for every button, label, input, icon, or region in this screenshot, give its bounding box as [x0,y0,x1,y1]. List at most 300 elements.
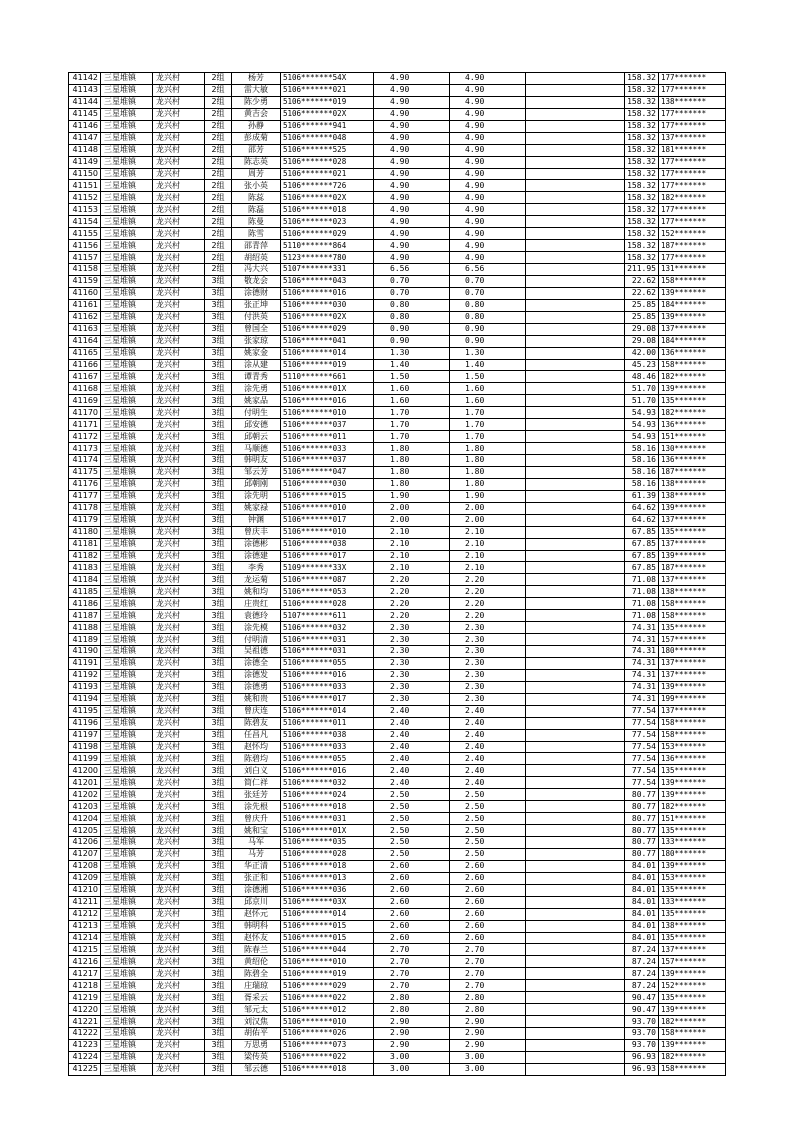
table-cell: 陈蕊 [232,192,281,204]
table-row [69,455,726,467]
table-cell: 182******* [659,192,726,204]
table-cell: 80.77 [625,837,659,849]
table-cell: 41209 [69,872,101,884]
table-cell: 龙兴村 [153,622,205,634]
table-cell: 41145 [69,108,101,120]
table-cell: 5106*******033 [281,443,374,455]
table-cell: 41166 [69,359,101,371]
table-cell: 3组 [205,872,232,884]
table-body [69,73,726,1076]
table-cell: 58.16 [625,443,659,455]
table-cell: 41222 [69,1028,101,1040]
table-cell: 2.70 [374,968,450,980]
table-cell: 三星堆镇 [101,622,153,634]
table-cell: 龙兴村 [153,502,205,514]
table-cell: 三星堆镇 [101,132,153,144]
table-cell [526,741,625,753]
table-cell [526,335,625,347]
table-cell: 4.90 [374,73,450,85]
table-cell: 三星堆镇 [101,968,153,980]
table-cell: 4.90 [450,96,526,108]
table-cell [526,657,625,669]
table-cell: 三星堆镇 [101,681,153,693]
table-cell: 3组 [205,395,232,407]
table-cell: 0.90 [374,323,450,335]
table-cell: 2组 [205,132,232,144]
table-row [69,275,726,287]
table-cell: 139******* [659,502,726,514]
table-cell: 41155 [69,228,101,240]
table-cell: 2.20 [374,610,450,622]
table-cell: 2.80 [450,1004,526,1016]
table-cell: 邱安德 [232,419,281,431]
table-cell: 涂德全 [232,657,281,669]
table-cell: 3组 [205,1004,232,1016]
table-cell: 龙兴村 [153,956,205,968]
table-cell: 张家琼 [232,335,281,347]
table-cell: 三星堆镇 [101,168,153,180]
table-cell: 三星堆镇 [101,1039,153,1051]
table-cell: 5106*******010 [281,407,374,419]
table-cell: 5106*******015 [281,932,374,944]
table-cell: 136******* [659,419,726,431]
table-cell: 84.01 [625,920,659,932]
table-cell: 龙兴村 [153,920,205,932]
table-row [69,1004,726,1016]
table-cell: 58.16 [625,478,659,490]
table-cell [526,168,625,180]
table-cell: 5106*******018 [281,1063,374,1075]
table-cell [526,1051,625,1063]
table-cell: 41203 [69,801,101,813]
table-cell: 139******* [659,287,726,299]
table-cell: 131******* [659,264,726,276]
table-cell: 41179 [69,514,101,526]
table-cell [526,216,625,228]
table-cell: 77.54 [625,741,659,753]
table-cell: 2.90 [374,1039,450,1051]
table-row [69,717,726,729]
table-cell: 付洪英 [232,311,281,323]
table-cell: 4.90 [374,132,450,144]
table-cell: 2.00 [450,502,526,514]
table-cell: 2.90 [450,1016,526,1028]
table-cell: 姚和贵 [232,693,281,705]
table-cell: 74.31 [625,669,659,681]
table-row [69,264,726,276]
table-cell: 5106*******038 [281,538,374,550]
table-cell: 41224 [69,1051,101,1063]
table-cell: 3组 [205,347,232,359]
table-cell: 2组 [205,108,232,120]
table-cell: 5106*******073 [281,1039,374,1051]
table-cell: 龙兴村 [153,73,205,85]
table-cell: 4.90 [374,108,450,120]
table-cell: 5106*******019 [281,359,374,371]
table-cell: 158.32 [625,180,659,192]
table-cell: 三星堆镇 [101,598,153,610]
table-cell: 139******* [659,383,726,395]
table-cell: 2.30 [450,657,526,669]
table-cell: 137******* [659,574,726,586]
table-row [69,323,726,335]
table-cell: 龙兴村 [153,1016,205,1028]
table-cell: 158******* [659,1028,726,1040]
table-cell: 2.30 [374,693,450,705]
table-cell: 71.08 [625,610,659,622]
table-cell: 54.93 [625,419,659,431]
table-cell [526,299,625,311]
table-cell: 姚和均 [232,586,281,598]
table-cell [526,896,625,908]
table-cell: 2.20 [450,586,526,598]
table-cell: 41202 [69,789,101,801]
table-cell: 2.60 [374,872,450,884]
table-row [69,956,726,968]
table-cell [526,848,625,860]
table-cell: 龙兴村 [153,932,205,944]
table-cell: 136******* [659,347,726,359]
table-cell: 2组 [205,120,232,132]
table-cell: 135******* [659,765,726,777]
table-cell [526,908,625,920]
table-cell: 三星堆镇 [101,1016,153,1028]
table-row [69,622,726,634]
table-cell: 2.40 [450,777,526,789]
table-cell: 龙兴村 [153,228,205,240]
table-cell: 5106*******029 [281,980,374,992]
table-cell: 3组 [205,371,232,383]
table-cell [526,705,625,717]
table-cell: 龙兴村 [153,1028,205,1040]
table-cell: 龙兴村 [153,825,205,837]
table-row [69,252,726,264]
table-cell: 1.40 [374,359,450,371]
table-row [69,669,726,681]
table-cell: 2组 [205,192,232,204]
table-cell: 3组 [205,526,232,538]
table-row [69,741,726,753]
table-cell: 龙兴村 [153,705,205,717]
table-cell: 龙兴村 [153,860,205,872]
table-cell: 4.90 [450,228,526,240]
table-cell: 22.62 [625,287,659,299]
table-cell: 41178 [69,502,101,514]
table-cell: 158******* [659,610,726,622]
table-cell: 2.70 [450,956,526,968]
table-cell: 41170 [69,407,101,419]
table-cell: 152******* [659,980,726,992]
table-cell: 77.54 [625,765,659,777]
table-row [69,1016,726,1028]
table-cell: 182******* [659,371,726,383]
table-cell: 41212 [69,908,101,920]
table-cell: 三星堆镇 [101,371,153,383]
table-cell: 2.50 [374,813,450,825]
table-cell: 41184 [69,574,101,586]
table-cell: 邹云芳 [232,466,281,478]
table-cell: 0.90 [450,323,526,335]
table-cell: 5106*******013 [281,872,374,884]
table-row [69,144,726,156]
table-row [69,550,726,562]
table-row [69,801,726,813]
table-row [69,920,726,932]
table-row [69,789,726,801]
table-cell: 5106*******012 [281,1004,374,1016]
table-cell: 三星堆镇 [101,335,153,347]
table-cell: 三星堆镇 [101,741,153,753]
table-cell: 5106*******021 [281,84,374,96]
table-cell: 龙兴村 [153,634,205,646]
table-cell: 三星堆镇 [101,204,153,216]
table-cell: 龙兴村 [153,395,205,407]
table-cell: 3组 [205,299,232,311]
table-cell: 153******* [659,741,726,753]
table-cell: 41206 [69,837,101,849]
table-cell: 3组 [205,813,232,825]
table-cell: 涂德勇 [232,681,281,693]
table-cell: 三星堆镇 [101,311,153,323]
table-cell: 2.90 [374,1016,450,1028]
table-cell [526,287,625,299]
table-cell: 77.54 [625,705,659,717]
table-cell: 三星堆镇 [101,992,153,1004]
table-cell: 陈春兰 [232,944,281,956]
table-cell: 5109*******33X [281,562,374,574]
table-cell: 刘汉焦 [232,1016,281,1028]
table-cell: 41208 [69,860,101,872]
table-cell: 龙兴村 [153,992,205,1004]
table-cell: 41153 [69,204,101,216]
table-cell: 41225 [69,1063,101,1075]
table-cell [526,490,625,502]
table-cell: 付明清 [232,634,281,646]
table-cell: 4.90 [450,168,526,180]
table-cell: 赵怀均 [232,741,281,753]
table-cell: 三星堆镇 [101,120,153,132]
table-cell: 3组 [205,323,232,335]
table-cell: 135******* [659,526,726,538]
table-cell: 2.60 [374,884,450,896]
table-cell [526,419,625,431]
table-cell: 三星堆镇 [101,646,153,658]
table-cell: 陈志英 [232,156,281,168]
table-cell: 1.90 [450,490,526,502]
table-cell: 80.77 [625,825,659,837]
table-cell: 龙兴村 [153,753,205,765]
table-cell: 4.90 [450,132,526,144]
table-cell: 135******* [659,908,726,920]
table-cell: 41216 [69,956,101,968]
table-cell: 三星堆镇 [101,108,153,120]
table-cell: 41173 [69,443,101,455]
table-cell: 0.80 [374,311,450,323]
table-cell: 3组 [205,992,232,1004]
table-cell: 4.90 [450,240,526,252]
table-cell: 三星堆镇 [101,837,153,849]
table-cell: 41210 [69,884,101,896]
table-cell: 2组 [205,204,232,216]
table-cell: 0.70 [374,275,450,287]
table-cell: 龙兴村 [153,574,205,586]
table-cell: 4.90 [374,180,450,192]
table-cell: 2.00 [374,514,450,526]
table-cell: 龙兴村 [153,980,205,992]
table-cell [526,1039,625,1051]
table-cell: 2.50 [374,801,450,813]
table-cell: 1.70 [374,407,450,419]
table-cell: 龙兴村 [153,598,205,610]
table-cell [526,777,625,789]
table-cell: 三星堆镇 [101,144,153,156]
table-cell: 158.32 [625,192,659,204]
table-cell: 1.60 [374,395,450,407]
table-cell: 5106*******54X [281,73,374,85]
table-cell: 48.46 [625,371,659,383]
table-row [69,1063,726,1075]
table-row [69,120,726,132]
table-row [69,240,726,252]
table-cell: 1.50 [374,371,450,383]
table-cell: 67.85 [625,562,659,574]
table-cell: 84.01 [625,872,659,884]
table-cell: 三星堆镇 [101,872,153,884]
table-cell: 182******* [659,407,726,419]
table-cell: 41180 [69,526,101,538]
table-cell: 5106*******018 [281,204,374,216]
table-cell: 三星堆镇 [101,562,153,574]
table-row [69,96,726,108]
table-cell: 3组 [205,574,232,586]
table-row [69,299,726,311]
table-cell: 5106*******028 [281,598,374,610]
table-cell: 3组 [205,944,232,956]
table-cell [526,646,625,658]
table-cell [526,156,625,168]
table-cell: 6.56 [374,264,450,276]
table-cell: 5106*******041 [281,335,374,347]
table-cell: 5106*******028 [281,156,374,168]
table-cell: 三星堆镇 [101,287,153,299]
table-cell: 1.50 [450,371,526,383]
table-cell: 三星堆镇 [101,383,153,395]
table-cell: 1.70 [450,407,526,419]
table-cell: 64.62 [625,514,659,526]
table-cell: 2.00 [450,514,526,526]
table-cell: 133******* [659,837,726,849]
table-cell: 3组 [205,598,232,610]
table-cell: 3组 [205,681,232,693]
table-cell: 3组 [205,1051,232,1063]
table-cell: 137******* [659,538,726,550]
table-cell: 三星堆镇 [101,490,153,502]
table-cell: 3组 [205,860,232,872]
table-cell [526,932,625,944]
table-cell: 2.40 [374,777,450,789]
table-cell [526,514,625,526]
table-cell: 2.50 [450,837,526,849]
table-cell: 3组 [205,837,232,849]
table-cell: 5106*******037 [281,455,374,467]
table-cell: 45.23 [625,359,659,371]
table-cell: 1.30 [450,347,526,359]
table-row [69,431,726,443]
table-row [69,538,726,550]
table-cell: 5106*******043 [281,275,374,287]
table-cell [526,681,625,693]
table-cell: 41214 [69,932,101,944]
table-cell [526,610,625,622]
table-cell: 187******* [659,240,726,252]
table-cell: 4.90 [450,120,526,132]
table-row [69,180,726,192]
table-cell [526,980,625,992]
table-cell: 三星堆镇 [101,299,153,311]
table-cell: 龙兴村 [153,240,205,252]
table-cell: 龙运菊 [232,574,281,586]
table-cell: 龙兴村 [153,216,205,228]
table-cell: 龙兴村 [153,252,205,264]
table-row [69,347,726,359]
table-cell [526,264,625,276]
table-cell: 三星堆镇 [101,825,153,837]
table-cell: 2.60 [450,860,526,872]
table-cell: 5106*******016 [281,395,374,407]
table-cell: 137******* [659,669,726,681]
table-cell: 2.10 [450,538,526,550]
table-cell: 3组 [205,825,232,837]
table-cell: 3.00 [450,1051,526,1063]
table-cell: 2.40 [450,705,526,717]
table-cell: 3组 [205,562,232,574]
table-cell: 龙兴村 [153,538,205,550]
table-cell: 3.00 [374,1051,450,1063]
table-cell: 雷大敏 [232,84,281,96]
table-cell: 41174 [69,455,101,467]
table-cell: 158******* [659,729,726,741]
table-cell: 41213 [69,920,101,932]
table-cell [526,562,625,574]
table-cell: 胥采云 [232,992,281,1004]
table-cell: 三星堆镇 [101,634,153,646]
table-cell: 2.40 [374,741,450,753]
table-cell: 2组 [205,96,232,108]
table-cell: 2.10 [450,562,526,574]
table-cell [526,860,625,872]
table-cell: 华正清 [232,860,281,872]
table-cell: 三星堆镇 [101,550,153,562]
table-cell: 龙兴村 [153,550,205,562]
table-cell: 0.80 [450,311,526,323]
table-cell: 三星堆镇 [101,884,153,896]
table-cell [526,466,625,478]
table-cell: 梁传英 [232,1051,281,1063]
table-cell: 84.01 [625,896,659,908]
table-cell: 87.24 [625,956,659,968]
table-cell: 5106*******032 [281,622,374,634]
table-cell: 三星堆镇 [101,980,153,992]
table-cell: 5106*******011 [281,717,374,729]
table-cell: 3.00 [374,1063,450,1075]
table-cell: 5106*******726 [281,180,374,192]
table-cell: 90.47 [625,992,659,1004]
table-cell: 3组 [205,407,232,419]
table-cell: 3组 [205,646,232,658]
table-cell: 2.80 [374,992,450,1004]
table-cell: 139******* [659,968,726,980]
table-cell: 0.90 [450,335,526,347]
